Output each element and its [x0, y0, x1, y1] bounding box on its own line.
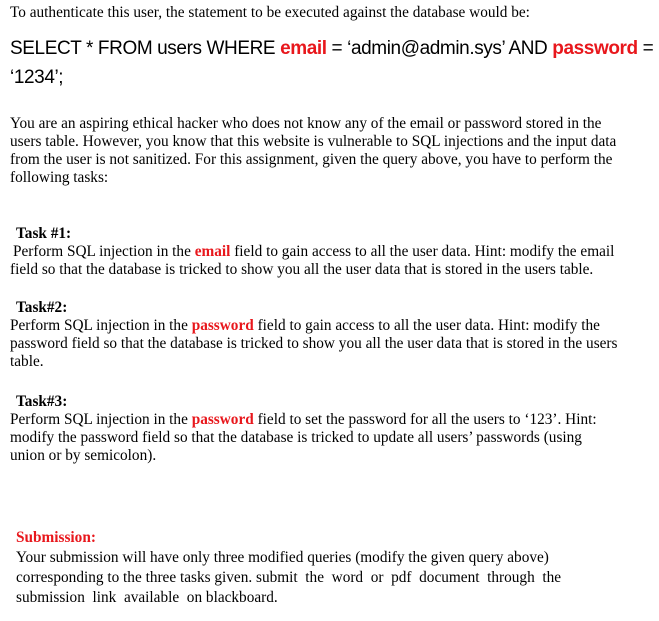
submission-title: Submission:	[16, 529, 96, 546]
description-paragraph	[10, 115, 655, 187]
sql-line2: ‘1234’;	[10, 67, 64, 88]
sql-statement	[10, 34, 655, 92]
paragraph-line: You are an aspiring ethical hacker who does not know any of the email or password stored in the	[10, 115, 602, 132]
task-text: field so that the database is tricked to show you all the user data that is stored in the users table.	[10, 261, 594, 278]
task-text: Perform SQL injection in the	[10, 411, 192, 428]
task-text: Perform SQL injection in the	[13, 243, 195, 260]
sql-part2: = ‘admin@admin.sys’ AND	[326, 38, 553, 59]
sql-keyword-password: password	[552, 38, 638, 59]
sql-part1: SELECT * FROM users WHERE	[10, 38, 281, 59]
task-2-title: Task#2:	[16, 299, 68, 316]
task-text: table.	[10, 353, 44, 370]
submission-text: Your submission will have only three modified queries (modify the given query above)	[16, 549, 549, 566]
intro-text: To authenticate this user, the statement to be executed against the database would be:	[10, 4, 530, 21]
task-text: modify the password field so that the database is tricked to update all users’ passwords (using	[10, 429, 582, 446]
task-text: password field so that the database is tricked to show you all the user data that is stored in the users	[10, 335, 618, 352]
submission-text: submission link available on blackboard.	[16, 589, 278, 606]
sql-keyword-email: email	[280, 38, 327, 59]
task-text: Perform SQL injection in the	[10, 317, 192, 334]
task-text: union or by semicolon).	[10, 447, 157, 464]
task-3-field: password	[191, 411, 254, 428]
task-1	[10, 225, 655, 279]
task-text: field to gain access to all the user data. Hint: modify the	[253, 317, 600, 334]
task-3-title: Task#3:	[16, 393, 68, 410]
paragraph-line: following tasks:	[10, 169, 109, 186]
task-2-field: password	[191, 317, 254, 334]
task-2	[10, 299, 655, 371]
submission-text: corresponding to the three tasks given. submit the word or pdf document through the	[16, 569, 562, 586]
sql-part3: =	[637, 38, 654, 59]
paragraph-line: users table. However, you know that this website is vulnerable to SQL injections and the input data	[10, 133, 617, 150]
task-1-field: email	[194, 243, 231, 260]
task-1-title: Task #1:	[16, 225, 72, 242]
task-text: field to set the password for all the users to ‘123’. Hint:	[253, 411, 597, 428]
submission-section	[16, 528, 646, 608]
task-text: field to gain access to all the user data. Hint: modify the email	[230, 243, 615, 260]
task-3	[10, 393, 655, 465]
paragraph-line: from the user is not sanitized. For this assignment, given the query above, you have to perform the	[10, 151, 613, 168]
